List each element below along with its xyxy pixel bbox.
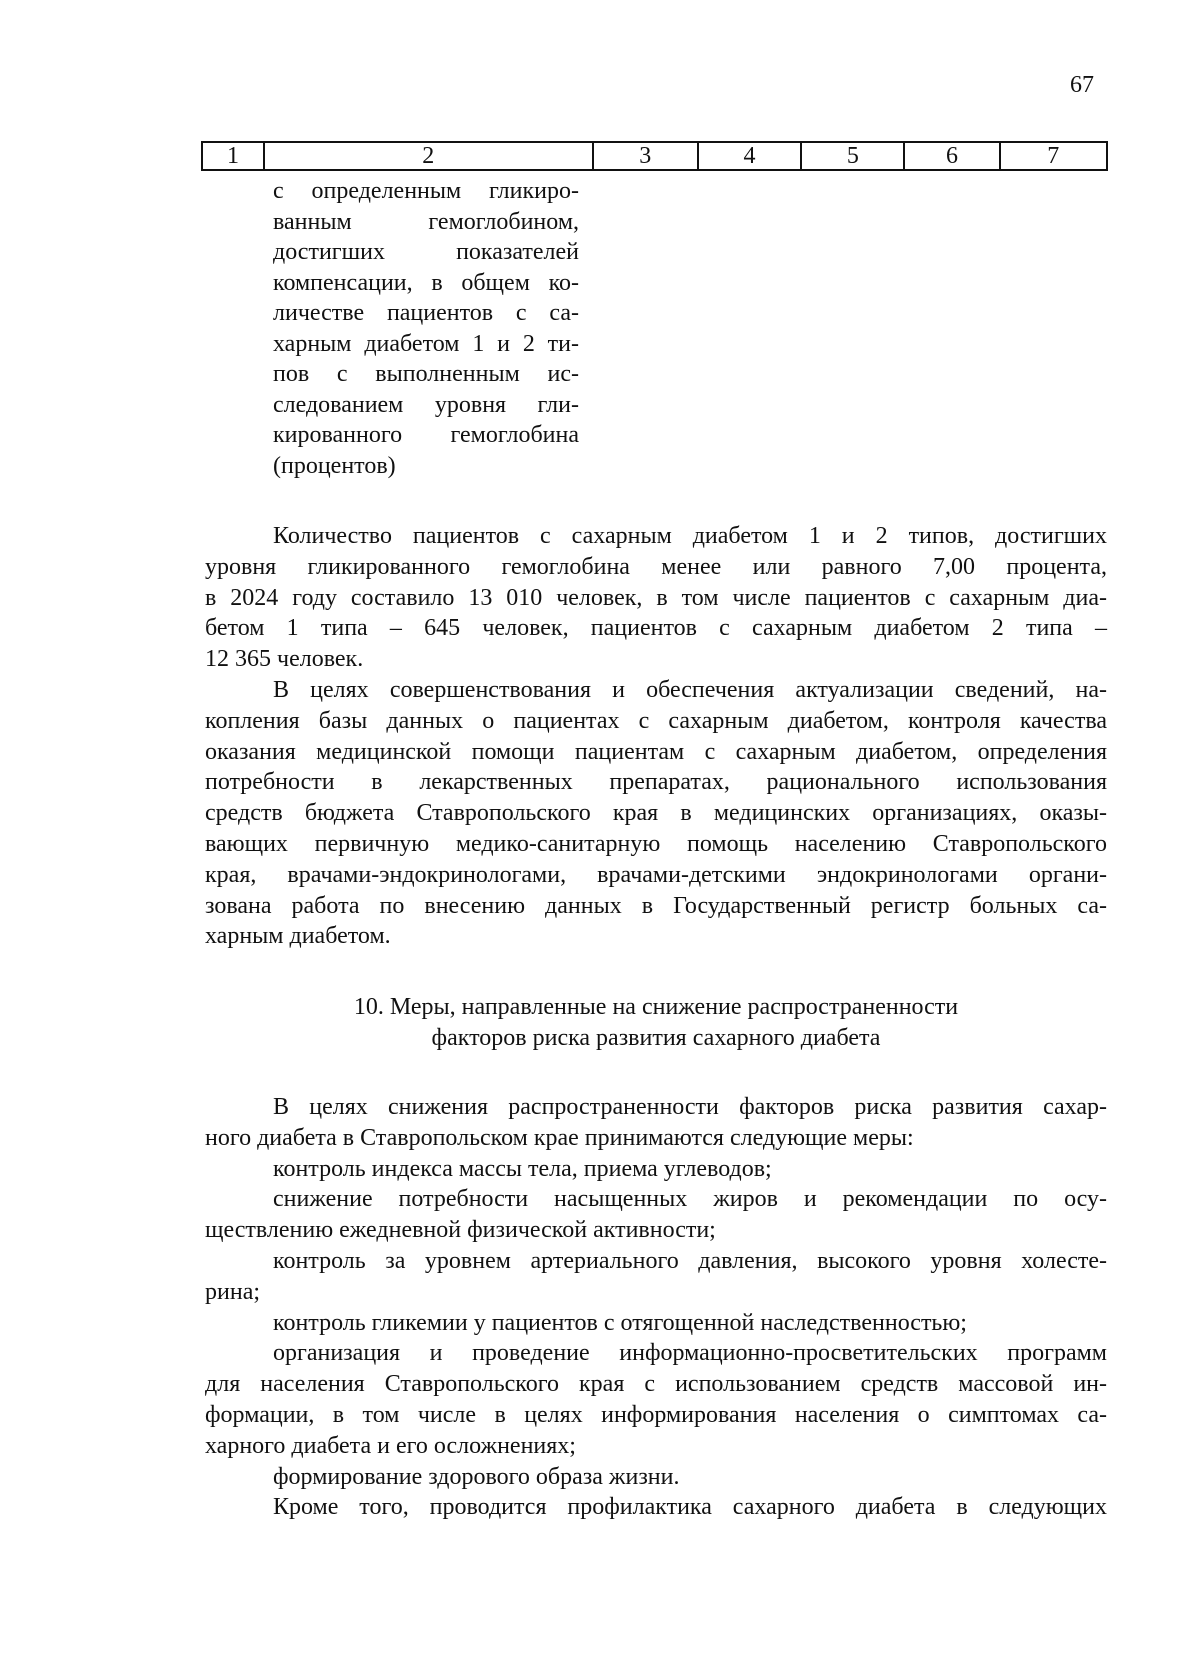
paragraph	[205, 1184, 1107, 1246]
text-line: рина;	[205, 1278, 261, 1305]
text-line: Кроме того, проводится профилактика сахарного диабета в следующих	[273, 1494, 1107, 1521]
text-line: контроль индекса массы тела, приема углеводов;	[273, 1155, 772, 1182]
paragraph	[205, 1246, 1107, 1308]
text-line: края, врачами-эндокринологами, врачами-детскими эндокринологами органи-	[205, 861, 1107, 888]
text-line: ного диабета в Ставропольском крае принимаются следующие меры:	[205, 1124, 914, 1151]
paragraph	[205, 1092, 1107, 1154]
text-line: Количество пациентов с сахарным диабетом 1 и 2 типов, достигших	[273, 523, 1107, 549]
text-line: снижение потребности насыщенных жиров и рекомендации по осу-	[273, 1186, 1107, 1213]
paragraph	[205, 1308, 1107, 1339]
table-header-cell: 7	[1000, 142, 1108, 170]
paragraph	[205, 1492, 1107, 1523]
text-line: в 2024 году составило 13 010 человек, в том числе пациентов с сахарным диа-	[205, 584, 1107, 611]
page-number: 67	[1070, 72, 1094, 98]
heading-line: факторов риска развития сахарного диабета	[431, 1025, 881, 1051]
text-line: пов с выполненным ис-	[273, 361, 579, 387]
text-line: средств бюджета Ставропольского края в медицинских организациях, оказы-	[205, 800, 1107, 827]
table-cell-indicator-text	[273, 176, 579, 481]
text-line: харным диабетом.	[205, 923, 391, 950]
text-line: следованием уровня гли-	[273, 391, 579, 418]
text-line: для населения Ставропольского края с использованием средств массовой ин-	[205, 1371, 1107, 1398]
table-header-cell: 1	[202, 142, 264, 170]
text-line: организация и проведение информационно-просветительских программ	[273, 1340, 1107, 1367]
table-header-row	[202, 142, 1107, 170]
text-line: В целях снижения распространенности факторов риска развития сахар-	[273, 1094, 1107, 1120]
text-line: компенсации, в общем ко-	[273, 269, 579, 296]
text-line: оказания медицинской помощи пациентам с сахарным диабетом, определения	[205, 738, 1107, 765]
text-line: формирование здорового образа жизни.	[273, 1463, 680, 1490]
paragraph	[205, 1338, 1107, 1461]
text-line: контроль за уровнем артериального давления, высокого уровня холесте-	[273, 1247, 1107, 1274]
text-line: личестве пациентов с са-	[273, 300, 579, 326]
text-line: вающих первичную медико-санитарную помощь населению Ставропольского	[205, 830, 1107, 857]
section-body	[205, 1092, 1107, 1523]
heading-line: 10. Меры, направленные на снижение распространенности	[353, 994, 959, 1020]
text-line: копления базы данных о пациентах с сахарным диабетом, контроля качества	[205, 707, 1107, 734]
text-line: харного диабета и его осложнениях;	[205, 1432, 576, 1459]
section-heading	[205, 992, 1107, 1054]
text-line: формации, в том числе в целях информирования населения о симптомах са-	[205, 1401, 1107, 1428]
paragraph	[205, 1154, 1107, 1185]
text-line: достигших показателей	[273, 239, 579, 265]
table-header-cell: 4	[698, 142, 801, 170]
paragraph-patient-count	[205, 521, 1107, 675]
table-header-cell: 6	[904, 142, 999, 170]
column-number-table	[201, 141, 1108, 171]
text-line: харным диабетом 1 и 2 ти-	[273, 330, 579, 357]
paragraph-registry	[205, 675, 1107, 952]
text-line: уровня гликированного гемоглобина менее или равного 7,00 процента,	[205, 553, 1107, 580]
text-line: (процентов)	[273, 452, 396, 479]
table-header-cell: 3	[593, 142, 698, 170]
text-line: ванным гемоглобином,	[273, 208, 579, 235]
paragraph	[205, 1462, 1107, 1493]
text-line: ществлению ежедневной физической активности;	[205, 1217, 716, 1244]
text-line: 12 365 человек.	[205, 646, 364, 673]
text-line: кированного гемоглобина	[273, 422, 579, 448]
text-line: зована работа по внесению данных в Государственный регистр больных са-	[205, 892, 1107, 919]
table-header-cell: 2	[264, 142, 593, 170]
text-line: бетом 1 типа – 645 человек, пациентов с сахарным диабетом 2 типа –	[205, 615, 1107, 642]
text-line: с определенным гликиро-	[273, 178, 579, 204]
table-header-cell: 5	[801, 142, 904, 170]
text-line: потребности в лекарственных препаратах, рационального использования	[205, 769, 1107, 796]
text-line: контроль гликемии у пациентов с отягощенной наследственностью;	[273, 1309, 967, 1336]
text-line: В целях совершенствования и обеспечения актуализации сведений, на-	[273, 677, 1107, 703]
